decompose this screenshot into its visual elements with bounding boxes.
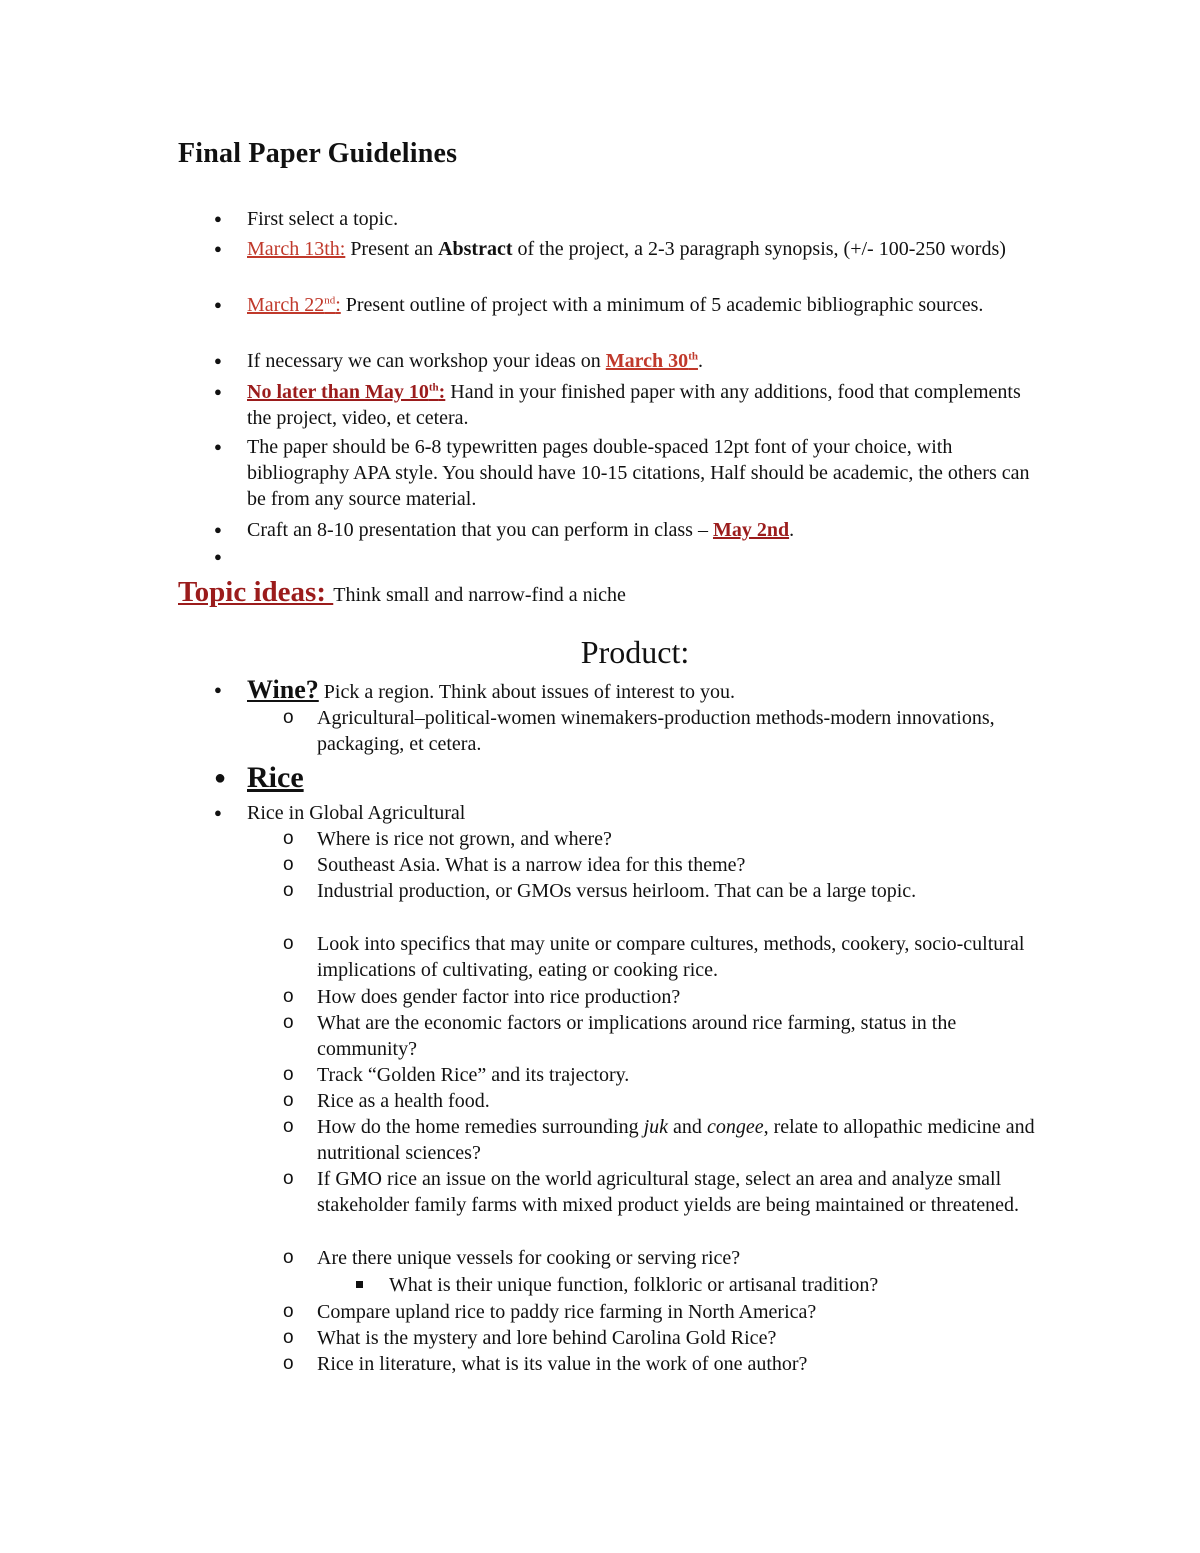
bullet-icon: ● — [214, 682, 222, 697]
page-title: Final Paper Guidelines — [178, 138, 458, 169]
rice-subitem: o Industrial production, or GMOs versus heirloom. That can be a large topic. — [283, 880, 917, 902]
juk-term: juk — [643, 1116, 669, 1138]
sub-bullet-icon: o — [283, 1090, 294, 1111]
sub-bullet-icon: o — [283, 1064, 294, 1085]
guideline-item: ● No later than May 10th: Hand in your finished paper with any additions, food that complements the project, video, et cetera. — [214, 381, 1021, 429]
sub-bullet-icon: o — [283, 986, 294, 1007]
wine-item: ● Wine? Pick a region. Think about issues of interest to you. — [214, 675, 736, 704]
guideline-item: ● Craft an 8-10 presentation that you can perform in class – May 2nd. — [214, 519, 795, 541]
bullet-icon: ● — [214, 241, 222, 256]
bullet-icon: ● — [214, 353, 222, 368]
bullet-icon: ● — [214, 805, 222, 820]
guideline-item: ● The paper should be 6-8 typewritten pages double-spaced 12pt font of your choice, with bibliography APA style. You should have 10-15 citations, Half should be academic, the others can be from any source material. — [214, 436, 1030, 510]
rice-label: Rice — [247, 761, 304, 794]
square-bullet-icon — [356, 1281, 363, 1288]
rice-subitem: o Track “Golden Rice” and its trajectory. — [283, 1064, 630, 1086]
guideline-item: ● March 22nd: Present outline of project with a minimum of 5 academic bibliographic sources. — [214, 294, 984, 316]
rice-subitem: o Where is rice not grown, and where? — [283, 828, 612, 850]
product-heading: Product: — [580, 634, 690, 670]
sub-bullet-icon: o — [283, 1247, 294, 1268]
rice-subitem: o If GMO rice an issue on the world agricultural stage, select an area and analyze small stakeholder family farms with mixed product yields are being maintained or threatened. — [283, 1168, 1019, 1216]
deadline-date: No later than May 10th: — [247, 381, 446, 403]
rice-subitem: o How does gender factor into rice production? — [283, 986, 681, 1008]
bullet-icon: ● — [214, 439, 222, 454]
rice-subitem: o Compare upland rice to paddy rice farming in North America? — [283, 1301, 817, 1323]
bullet-icon: ● — [214, 211, 222, 226]
rice-subitem: o What are the economic factors or implications around rice farming, status in the community? — [283, 1012, 957, 1060]
guideline-item: ● If necessary we can workshop your ideas on March 30th. — [214, 350, 703, 372]
guideline-item: ● First select a topic. — [214, 208, 399, 230]
sub-bullet-icon: o — [283, 933, 294, 954]
rice-subitem: o Are there unique vessels for cooking or serving rice? — [283, 1247, 741, 1269]
topic-ideas-subtitle: Think small and narrow-find a niche — [333, 584, 626, 606]
sub-bullet-icon: o — [283, 1353, 294, 1374]
bullet-icon: ● — [214, 767, 227, 789]
bullet-icon: ● — [214, 549, 222, 564]
sub-bullet-icon: o — [283, 1327, 294, 1348]
rice-global-item: ● Rice in Global Agricultural — [214, 802, 466, 824]
sub-bullet-icon: o — [283, 707, 294, 728]
rice-subitem: o Southeast Asia. What is a narrow idea for this theme? — [283, 854, 746, 876]
deadline-date: March 30th — [605, 350, 698, 372]
topic-ideas-heading: Topic ideas: — [178, 576, 334, 608]
sub-bullet-icon: o — [283, 1012, 294, 1033]
wine-subitem: o Agricultural–political-women winemakers-production methods-modern innovations, packaging, et cetera. — [283, 707, 995, 755]
topic-ideas-row — [178, 574, 626, 613]
deadline-date: March 22nd: — [247, 294, 341, 316]
bullet-icon: ● — [214, 297, 222, 312]
congee-term: congee — [706, 1116, 764, 1138]
sub-bullet-icon: o — [283, 1168, 294, 1189]
abstract-term: Abstract — [438, 238, 513, 260]
sub-bullet-icon: o — [283, 854, 294, 875]
guideline-item: ● March 13th: Present an Abstract of the project, a 2-3 paragraph synopsis, (+/- 100-250 words) — [214, 238, 1006, 260]
rice-subitem: o Rice in literature, what is its value in the work of one author? — [283, 1353, 808, 1375]
bullet-icon: ● — [214, 522, 222, 537]
rice-subitem: o Look into specifics that may unite or compare cultures, methods, cookery, socio-cultural implications of cultivating, eating or cooking rice. — [283, 933, 1025, 981]
sub-bullet-icon: o — [283, 1301, 294, 1322]
rice-item — [214, 760, 1037, 799]
rice-subsubitem: What is their unique function, folkloric or artisanal tradition? — [389, 1272, 1039, 1298]
sub-bullet-icon: o — [283, 1116, 294, 1137]
deadline-date: May 2nd — [712, 519, 790, 541]
rice-subitem: o What is the mystery and lore behind Carolina Gold Rice? — [283, 1327, 777, 1349]
rice-subitem: o Rice as a health food. — [283, 1090, 490, 1112]
sub-bullet-icon: o — [283, 828, 294, 849]
bullet-icon: ● — [214, 384, 222, 399]
sub-bullet-icon: o — [283, 880, 294, 901]
rice-subitem: o How do the home remedies surrounding juk and congee, relate to allopathic medicine and nutritional sciences? — [283, 1116, 1035, 1164]
wine-label: Wine? — [247, 675, 319, 704]
deadline-date: March 13th: — [247, 238, 346, 260]
